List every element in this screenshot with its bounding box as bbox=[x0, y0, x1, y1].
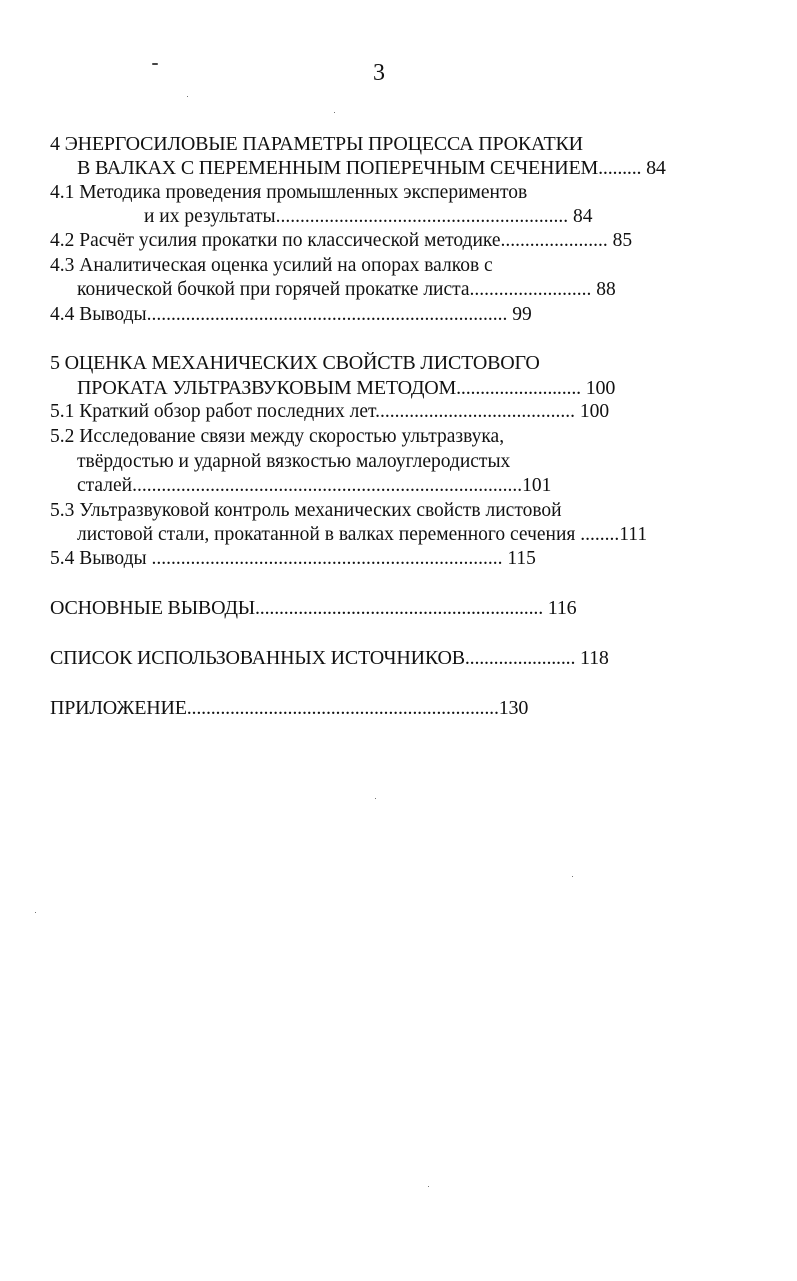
toc-section-5-4: 5.4 Выводы ........................................................................ 115 bbox=[50, 548, 536, 569]
scan-speck bbox=[428, 1186, 429, 1187]
toc-section-5-2-cont: твёрдостью и ударной вязкостью малоуглеродистых bbox=[77, 451, 511, 472]
toc-chapter-5-title: 5 ОЦЕНКА МЕХАНИЧЕСКИХ СВОЙСТВ ЛИСТОВОГО bbox=[50, 352, 540, 374]
scan-speck bbox=[187, 96, 188, 97]
toc-chapter-4-title: 4 ЭНЕРГОСИЛОВЫЕ ПАРАМЕТРЫ ПРОЦЕССА ПРОКАТКИ bbox=[50, 133, 583, 155]
toc-section-4-3-cont: конической бочкой при горячей прокатке листа......................... 88 bbox=[77, 279, 616, 300]
toc-chapter-5-title-cont: ПРОКАТА УЛЬТРАЗВУКОВЫМ МЕТОДОМ.......................... 100 bbox=[77, 377, 616, 399]
toc-section-5-3-cont: листовой стали, прокатанной в валках переменного сечения ........111 bbox=[77, 524, 648, 545]
toc-section-5-2-cont2: сталей................................................................................101 bbox=[77, 475, 552, 496]
toc-section-5-2: 5.2 Исследование связи между скоростью ультразвука, bbox=[50, 426, 505, 447]
scan-speck bbox=[334, 112, 335, 113]
toc-section-5-1: 5.1 Краткий обзор работ последних лет......................................... 100 bbox=[50, 401, 610, 422]
page-number: 3 bbox=[373, 60, 385, 86]
scan-speck bbox=[152, 63, 158, 65]
toc-section-5-3: 5.3 Ультразвуковой контроль механических свойств листовой bbox=[50, 500, 562, 521]
toc-references: СПИСОК ИСПОЛЬЗОВАННЫХ ИСТОЧНИКОВ....................... 118 bbox=[50, 647, 609, 669]
toc-section-4-3: 4.3 Аналитическая оценка усилий на опорах валков с bbox=[50, 255, 493, 276]
scan-speck bbox=[375, 798, 376, 799]
toc-section-4-1-cont: и их результаты............................................................ 84 bbox=[144, 206, 593, 227]
toc-section-4-2: 4.2 Расчёт усилия прокатки по классической методике...................... 85 bbox=[50, 230, 633, 251]
scan-speck bbox=[572, 876, 573, 877]
toc-conclusions: ОСНОВНЫЕ ВЫВОДЫ............................................................ 116 bbox=[50, 597, 577, 619]
toc-section-4-1: 4.1 Методика проведения промышленных экспериментов bbox=[50, 182, 528, 203]
toc-appendix: ПРИЛОЖЕНИЕ.................................................................130 bbox=[50, 697, 529, 719]
toc-chapter-4-title-cont: В ВАЛКАХ С ПЕРЕМЕННЫМ ПОПЕРЕЧНЫМ СЕЧЕНИЕМ......... 84 bbox=[77, 157, 666, 179]
toc-section-4-4: 4.4 Выводы.......................................................................... 99 bbox=[50, 304, 532, 325]
scan-speck bbox=[35, 912, 36, 913]
